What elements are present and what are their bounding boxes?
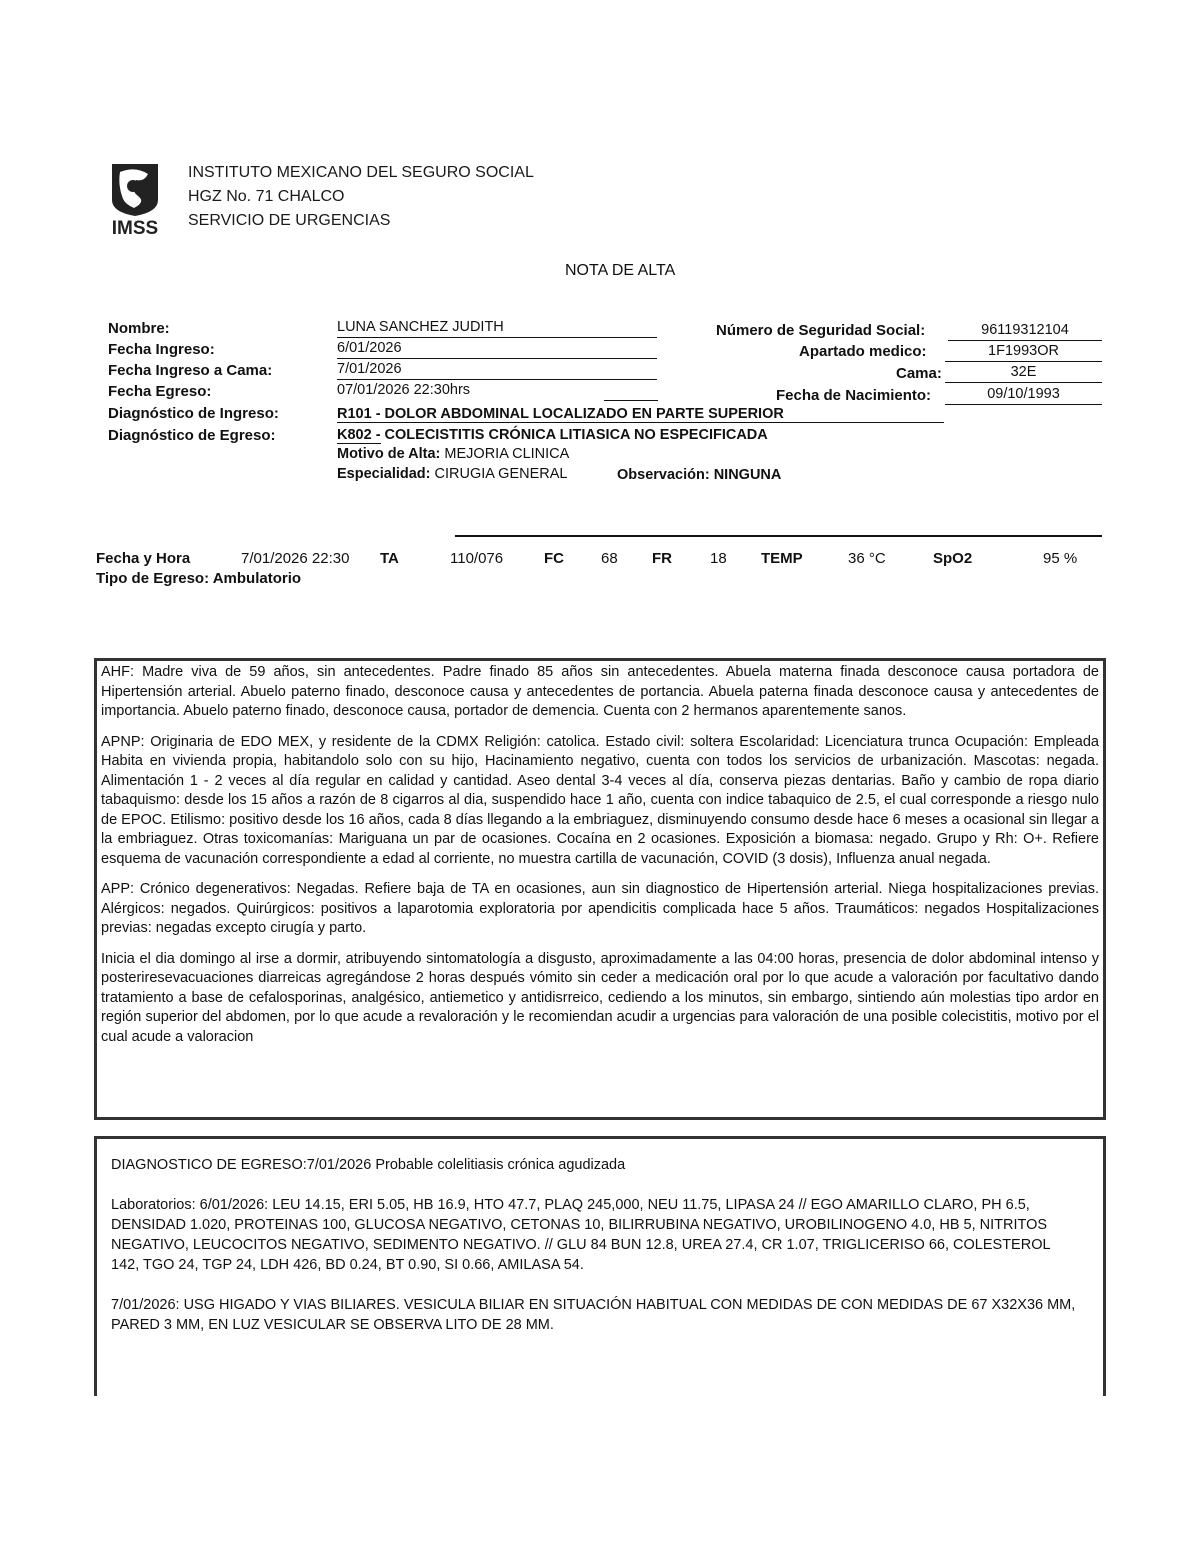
temp-label: TEMP — [761, 550, 803, 567]
fecha-egreso-label: Fecha Egreso: — [108, 383, 212, 400]
fecha-nac-label: Fecha de Nacimiento: — [776, 387, 932, 404]
dx-egreso-label: Diagnóstico de Egreso: — [108, 427, 276, 444]
motivo-label: Motivo de Alta: — [337, 446, 441, 462]
nombre-label: Nombre: — [108, 320, 170, 337]
especialidad — [337, 466, 567, 482]
imss-emblem-icon — [100, 160, 170, 238]
apartado-label: Apartado medico: — [799, 343, 927, 360]
cama-value: 32E — [945, 364, 1102, 383]
fecha-hora-value: 7/01/2026 22:30 — [241, 550, 350, 567]
observacion — [617, 467, 781, 483]
dx-egreso-paragraph: DIAGNOSTICO DE EGRESO:7/01/2026 Probable colelitiasis crónica agudizada — [111, 1157, 626, 1173]
fr-label: FR — [652, 550, 672, 567]
history-box — [94, 658, 1106, 1120]
fecha-egreso-underline — [604, 400, 658, 401]
fecha-nac-value: 09/10/1993 — [945, 386, 1102, 405]
document-title: NOTA DE ALTA — [565, 262, 676, 279]
spo2-label: SpO2 — [933, 550, 973, 567]
ta-value: 110/076 — [450, 550, 504, 567]
tipo-egreso-label: Tipo de Egreso: — [96, 570, 210, 587]
institution-name: INSTITUTO MEXICANO DEL SEGURO SOCIAL — [188, 164, 534, 181]
fc-label: FC — [544, 550, 564, 567]
fecha-ingreso-cama-value: 7/01/2026 — [337, 361, 657, 380]
especialidad-label: Especialidad: — [337, 466, 431, 482]
app-paragraph: APP: Crónico degenerativos: Negadas. Refiere baja de TA en ocasiones, aun sin diagnostico de Hipertensión arterial. Niega hospitalizaciones previas. Alérgicos: negados. Quirúrgicos: positivos a laparotomia exploratoria por apendicitis complicada hace 5 años. Traumáticos: negados Hospitalizaciones previas: negadas excepto cirugía y parto. — [101, 881, 1099, 936]
dx-egreso-code: K802 - — [337, 427, 381, 443]
apnp-paragraph: APNP: Originaria de EDO MEX, y residente de la CDMX Religión: catolica. Estado civil: soltera Escolaridad: Licenciatura trunca Ocupación: Empleada Habita en vivienda propia, habitandolo solo con su hijo, Hacinamiento negativo, cuenta con todos los servicios de urbanización. Mascotas: negada. Alimentación 1 - 2 veces al día regular en calidad y cantidad. Aseo dental 3-4 veces al día, conserva piezas dentarias. Baño y cambio de ropa diario tabaquismo: desde los 15 años a razón de 8 cigarros al dia, suspendido hace 1 año, cuenta con indice tabaquico de 2.5, el cual corresponde a riesgo nulo de EPOC. Etilismo: positivo desde los 16 años, cada 8 días llegando a la embriaguez, disminuyendo consumo desde hace 6 meses a ocasional sin llegar a la embriaguez. Otras toxicomanías: Mariguana un par de ocasiones. Cocaína en 2 ocasiones. Exposición a biomasa: negado. Grupo y Rh: O+. Refiere esquema de vacunación correspondiente a edad al corriente, no muestra cartilla de vacunación, COVID (3 dosis), Influenza anual negada. — [101, 733, 1099, 867]
ahf-paragraph: AHF: Madre viva de 59 años, sin antecedentes. Padre finado 85 años sin antecedentes. Abuela materna finada desconoce causa portadora de Hipertensión arterial. Abuelo paterno finado, desconoce causa y antecedentes de portancia. Abuela paterna finada desconoce causa y antecedentes de importancia. Abuelo paterno finado, desconoce causa, portador de demencia. Cuenta con 2 hermanos aparentemente sanos. — [101, 664, 1099, 719]
observacion-label: Observación: — [617, 467, 710, 483]
spo2-value: 95 % — [1043, 550, 1078, 567]
cama-label: Cama: — [896, 365, 942, 382]
especialidad-value: CIRUGIA GENERAL — [434, 466, 568, 482]
ta-label: TA — [380, 550, 399, 567]
service-name: SERVICIO DE URGENCIAS — [188, 212, 391, 229]
tipo-egreso-value: Ambulatorio — [212, 570, 302, 587]
discharge-box — [94, 1136, 1106, 1396]
dx-egreso-text: COLECISTITIS CRÓNICA LITIASICA NO ESPECIFICADA — [380, 427, 768, 443]
fecha-ingreso-value: 6/01/2026 — [337, 340, 657, 359]
padecimiento-paragraph: Inicia el dia domingo al irse a dormir, atribuyendo sintomatología a disgusto, aproximadamente a las 04:00 horas, presencia de dolor abdominal intenso y posteriresevacuaciones diarreicas agregándose 2 horas después vómito sin ceder a medicación oral por lo que acude a valoración por facultativo dando tratamiento a base de cefalosporinas, analgésico, antiemetico y antidisrreico, cediendo a los minutos, sin embargo, sintiendo aún molestias tipo ardor en región superior del abdomen, por lo que acude a revaloración y le recomiendan acudir a urgencias para valoración de una posible colecistitis, motivo por el cual acude a valoracion — [101, 950, 1099, 1045]
imss-logo — [100, 160, 170, 238]
usg-paragraph: 7/01/2026: USG HIGADO Y VIAS BILIARES. VESICULA BILIAR EN SITUACIÓN HABITUAL CON MEDIDAS DE CON MEDIDAS DE 67 X32X36 MM, PARED 3 MM, EN LUZ VESICULAR SE OBSERVA LITO DE 28 MM. — [111, 1297, 1076, 1333]
dx-ingreso-label: Diagnóstico de Ingreso: — [108, 405, 279, 422]
fecha-ingreso-cama-label: Fecha Ingreso a Cama: — [108, 362, 273, 379]
observacion-value: NINGUNA — [713, 467, 782, 483]
temp-value: 36 °C — [848, 550, 886, 567]
tipo-egreso — [96, 570, 301, 587]
fr-value: 18 — [710, 550, 727, 567]
nss-value: 96119312104 — [948, 322, 1102, 341]
labs-paragraph: Laboratorios: 6/01/2026: LEU 14.15, ERI 5.05, HB 16.9, HTO 47.7, PLAQ 245,000, NEU 11.75, LIPASA 24 // EGO AMARILLO CLARO, PH 6.5, DENSIDAD 1.020, PROTEINAS 100, GLUCOSA NEGATIVO, CETONAS 10, BILIRRUBINA NEGATIVO, UROBILINOGENO 4.0, HB 5, NITRITOS NEGATIVO, LEUCOCITOS NEGATIVO, SEDIMENTO NEGATIVO. // GLU 84 BUN 12.8, UREA 27.4, CR 1.07, TRIGLICERISO 66, COLESTEROL 142, TGO 24, TGP 24, LDH 426, BD 0.24, BT 0.90, SI 0.66, AMILASA 54. — [111, 1197, 1051, 1273]
hospital-name: HGZ No. 71 CHALCO — [188, 188, 345, 205]
nss-label: Número de Seguridad Social: — [716, 322, 926, 339]
motivo-value: MEJORIA CLINICA — [444, 446, 570, 462]
motivo-alta — [337, 446, 569, 462]
apartado-value: 1F1993OR — [945, 343, 1102, 362]
nombre-value: LUNA SANCHEZ JUDITH — [337, 319, 657, 338]
section-divider — [455, 535, 1102, 537]
fecha-hora-label: Fecha y Hora — [96, 550, 191, 567]
dx-ingreso-value: R101 - DOLOR ABDOMINAL LOCALIZADO EN PARTE SUPERIOR — [337, 406, 944, 423]
fecha-ingreso-label: Fecha Ingreso: — [108, 341, 215, 358]
dx-egreso-value — [337, 427, 768, 443]
fecha-egreso-value: 07/01/2026 22:30hrs — [337, 382, 471, 398]
fc-value: 68 — [601, 550, 618, 567]
svg-text:IMSS: IMSS — [111, 218, 159, 238]
